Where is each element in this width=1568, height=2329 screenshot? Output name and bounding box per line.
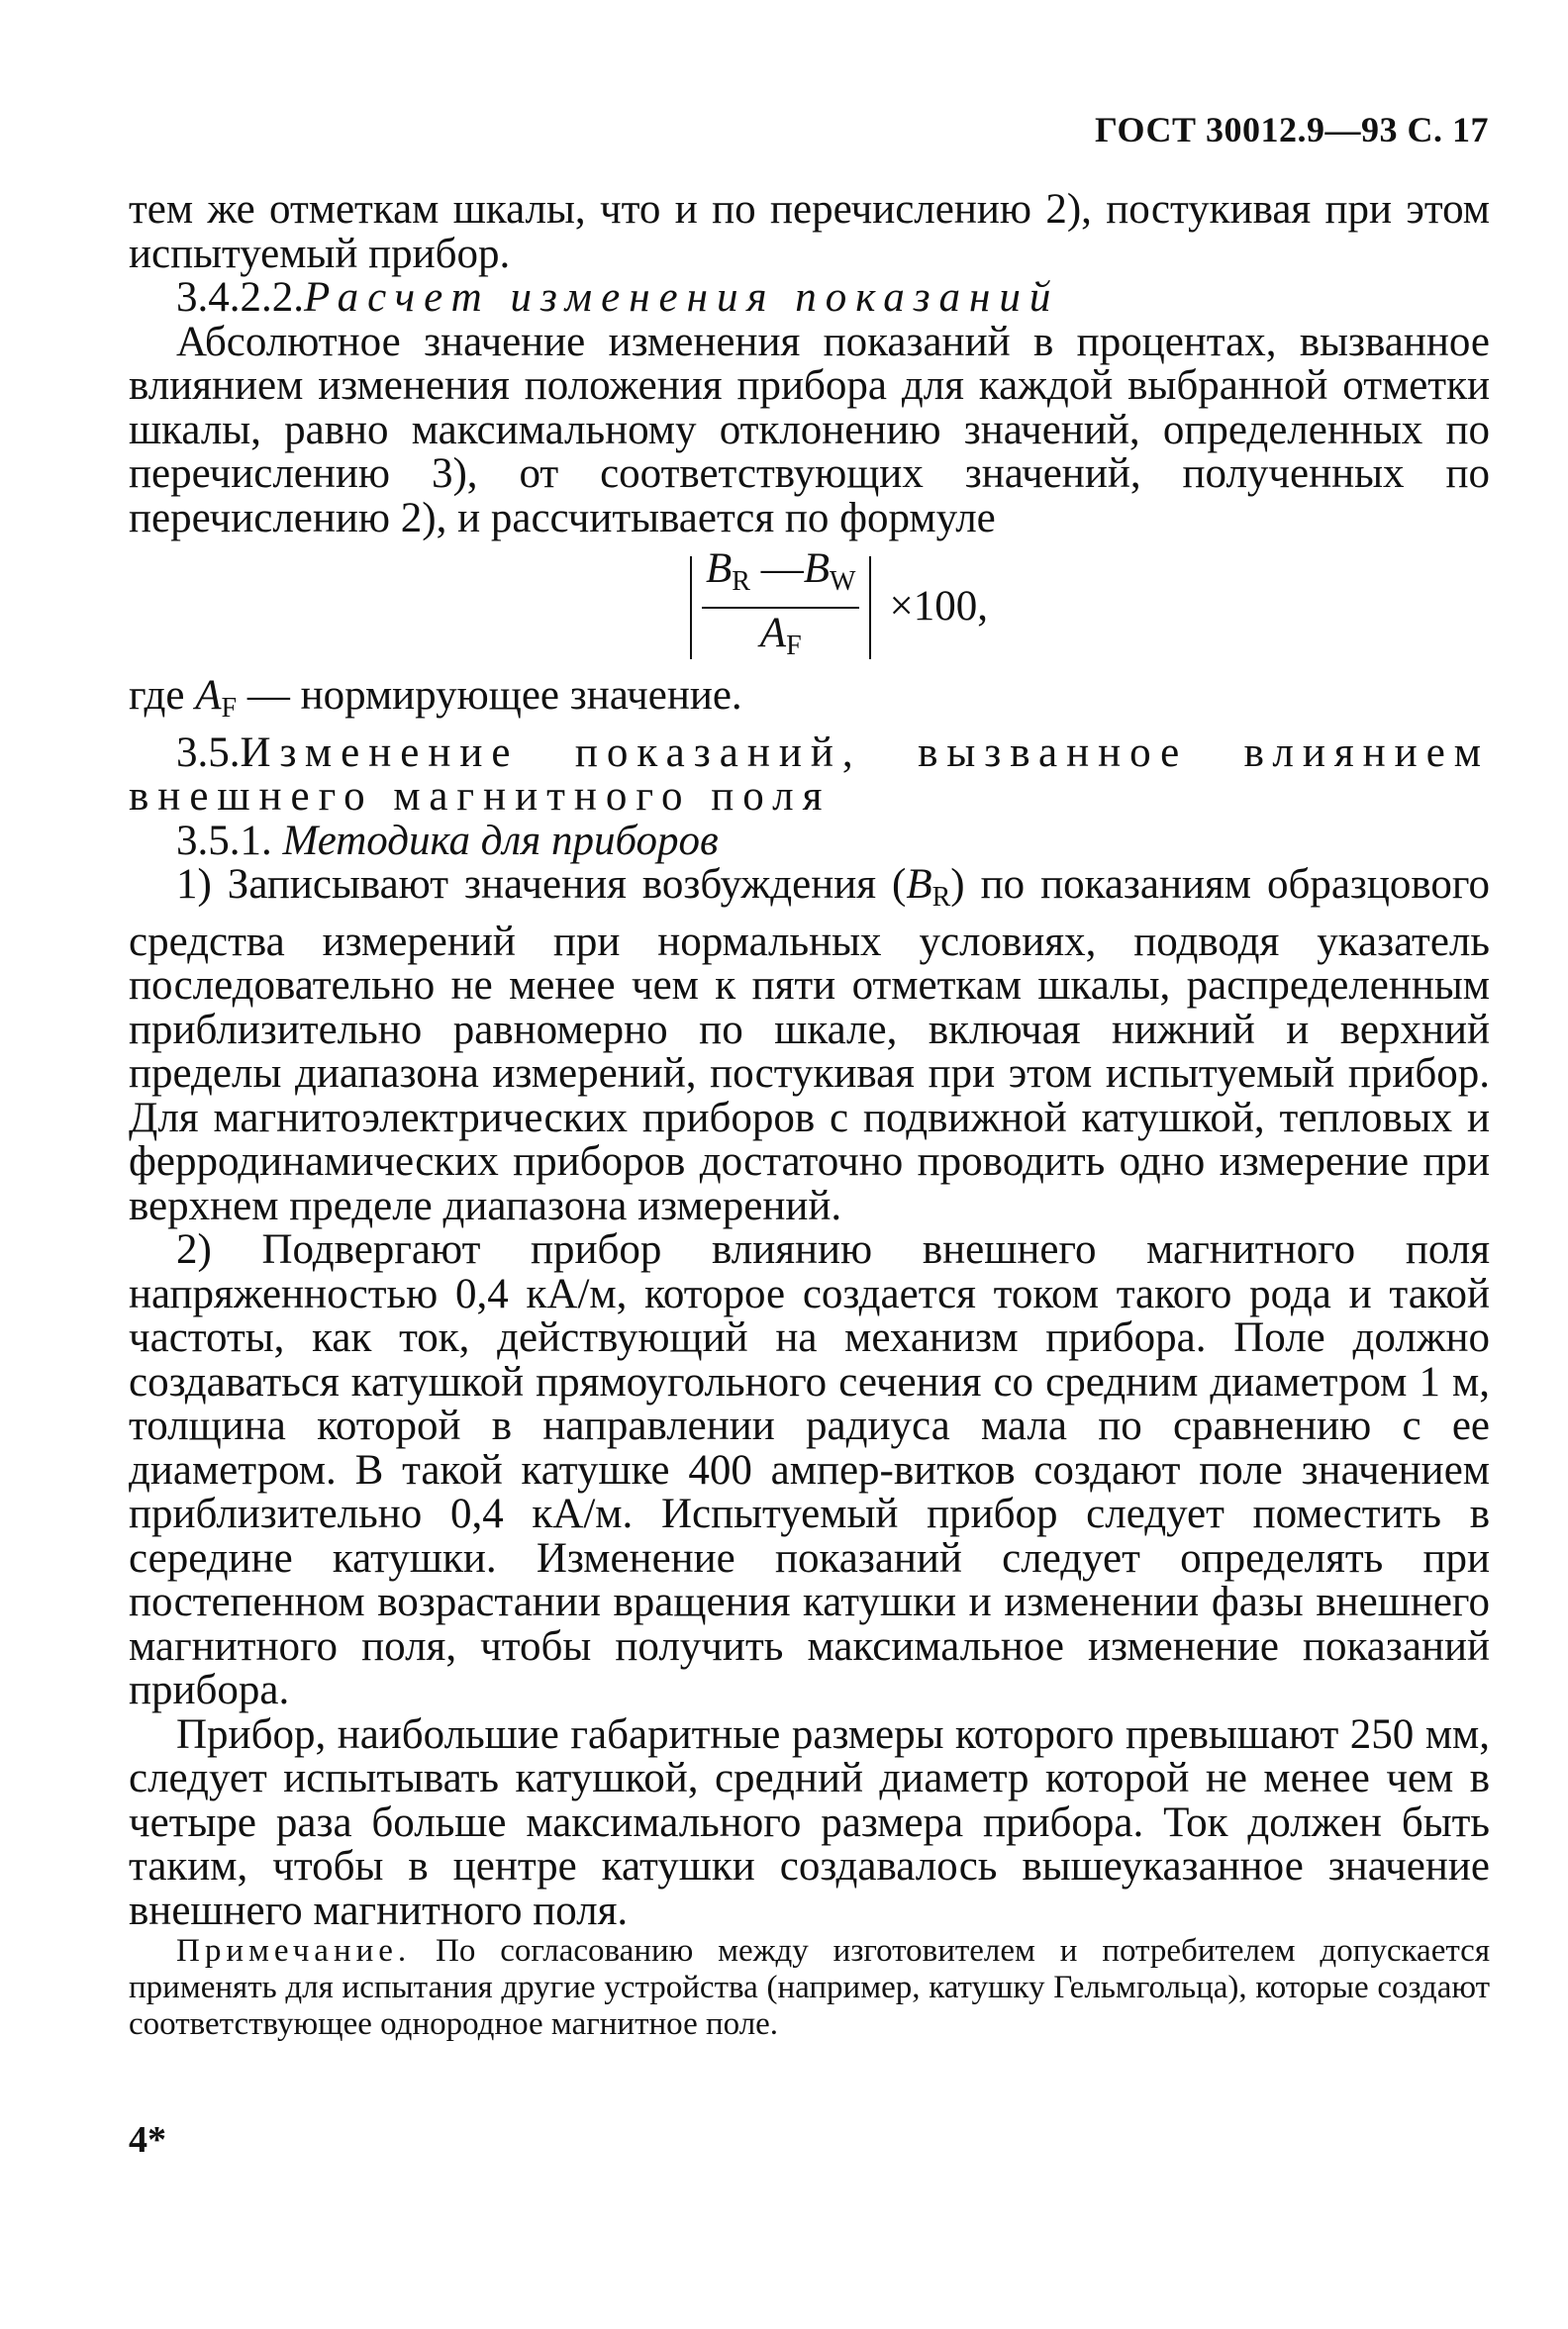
section-title: Методика для приборов <box>282 817 719 864</box>
page-header: ГОСТ 30012.9—93 С. 17 <box>1095 110 1489 149</box>
document-body <box>129 188 1490 2043</box>
section-heading-3-5 <box>129 728 1490 820</box>
where-rest: — нормирующее значение. <box>237 672 742 719</box>
fraction-denominator <box>760 609 802 669</box>
paragraph-continuation: тем же отметкам шкалы, что и по перечислению 2), постукивая при этом испытуемый прибор. <box>129 186 1490 277</box>
note <box>129 1933 1490 2043</box>
formula-var-b: B <box>706 544 733 592</box>
section-number: 3.5.1. <box>176 817 272 864</box>
fraction <box>702 546 859 669</box>
step1-text-b: ) по показаниям образцового средства измерений при нормальных условиях, подводя указатель последовательно не менее чем к пяти отметкам шкалы, распределенным приблизительно равномерно по шкале, включая нижний и верхний пределы диапазона измерений, постукивая при этом испытуемый прибор. Для магнитоэлектрических приборов с подвижной катушкой, тепловых и ферродинамических приборов достаточно проводить одно измерение при верхнем пределе диапазона измерений. <box>129 861 1491 1229</box>
paragraph-step-2: 2) Подвергают прибор влиянию внешнего магнитного поля напряженностью 0,4 кА/м, которое создается током такого рода и такой частоты, как ток, действующий на механизм прибора. Поле должно создаваться катушкой прямоугольного сечения со средним диаметром 1 м, толщина которой в направлении радиуса мала по сравнению с ее диаметром. В такой катушке 400 ампер-витков создают поле значением приблизительно 0,4 кА/м. Испытуемый прибор следует поместить в середине катушки. Изменение показаний следует определять при постепенном возрастании вращения катушки и изменении фазы внешнего магнитного поля, чтобы получить максимальное изменение показаний прибора. <box>129 1226 1490 1713</box>
note-label: Примечание. <box>176 1933 412 1969</box>
section-number: 3.4.2.2. <box>176 274 304 321</box>
paragraph-large-instruments: Прибор, наибольшие габаритные размеры которого превышают 250 мм, следует испытывать катушкой, средний диаметр которой не менее чем в четыре раза больше максимального размера прибора. Ток должен быть таким, чтобы в центре катушки создавалось вышеуказанное значение внешнего магнитного поля. <box>129 1710 1490 1934</box>
section-title: Расчет изменения показаний <box>304 274 1060 321</box>
formula-minus: — <box>749 544 804 592</box>
page-footer-mark: 4* <box>129 2119 166 2161</box>
paragraph-absolute-change: Абсолютное значение изменения показаний в процентах, вызванное влиянием изменения положения прибора для каждой выбранной отметки шкалы, равно максимальному отклонению значений, определенных по перечислению 3), от соответствующих значений, полученных по перечислению 2), и рассчитывается по формуле <box>129 318 1490 541</box>
section-number: 3.5. <box>176 728 241 776</box>
where-var: A <box>195 672 222 719</box>
step1-var: B <box>906 861 932 908</box>
section-heading-3-4-2-2 <box>129 276 1490 321</box>
step1-text-a: 1) Записывают значения возбуждения ( <box>176 861 907 908</box>
fraction-numerator <box>702 546 859 609</box>
paragraph-step-1 <box>129 863 1490 1228</box>
absolute-value-bars <box>690 544 871 661</box>
formula <box>690 544 988 661</box>
where-prefix: где <box>129 672 196 719</box>
formula-var-a: A <box>759 609 787 656</box>
formula-block <box>188 540 1490 674</box>
formula-sub-f: F <box>786 630 802 661</box>
formula-sub-w: W <box>830 565 856 597</box>
where-line <box>129 674 1490 731</box>
formula-sub-r: R <box>732 565 750 597</box>
where-sub: F <box>221 693 238 724</box>
step1-sub: R <box>931 882 951 913</box>
formula-multiplier: ×100, <box>889 583 988 631</box>
section-title: Изменение показаний, вызванное влиянием внешнего магнитного поля <box>129 728 1490 820</box>
formula-var-b: B <box>803 544 831 592</box>
note-text: По согласованию между изготовителем и потребителем допускается применять для испытания другие устройства (например, катушку Гельмгольца), которые создают соответствующее однородное магнитное поле. <box>129 1933 1490 2042</box>
section-heading-3-5-1 <box>129 817 1490 864</box>
